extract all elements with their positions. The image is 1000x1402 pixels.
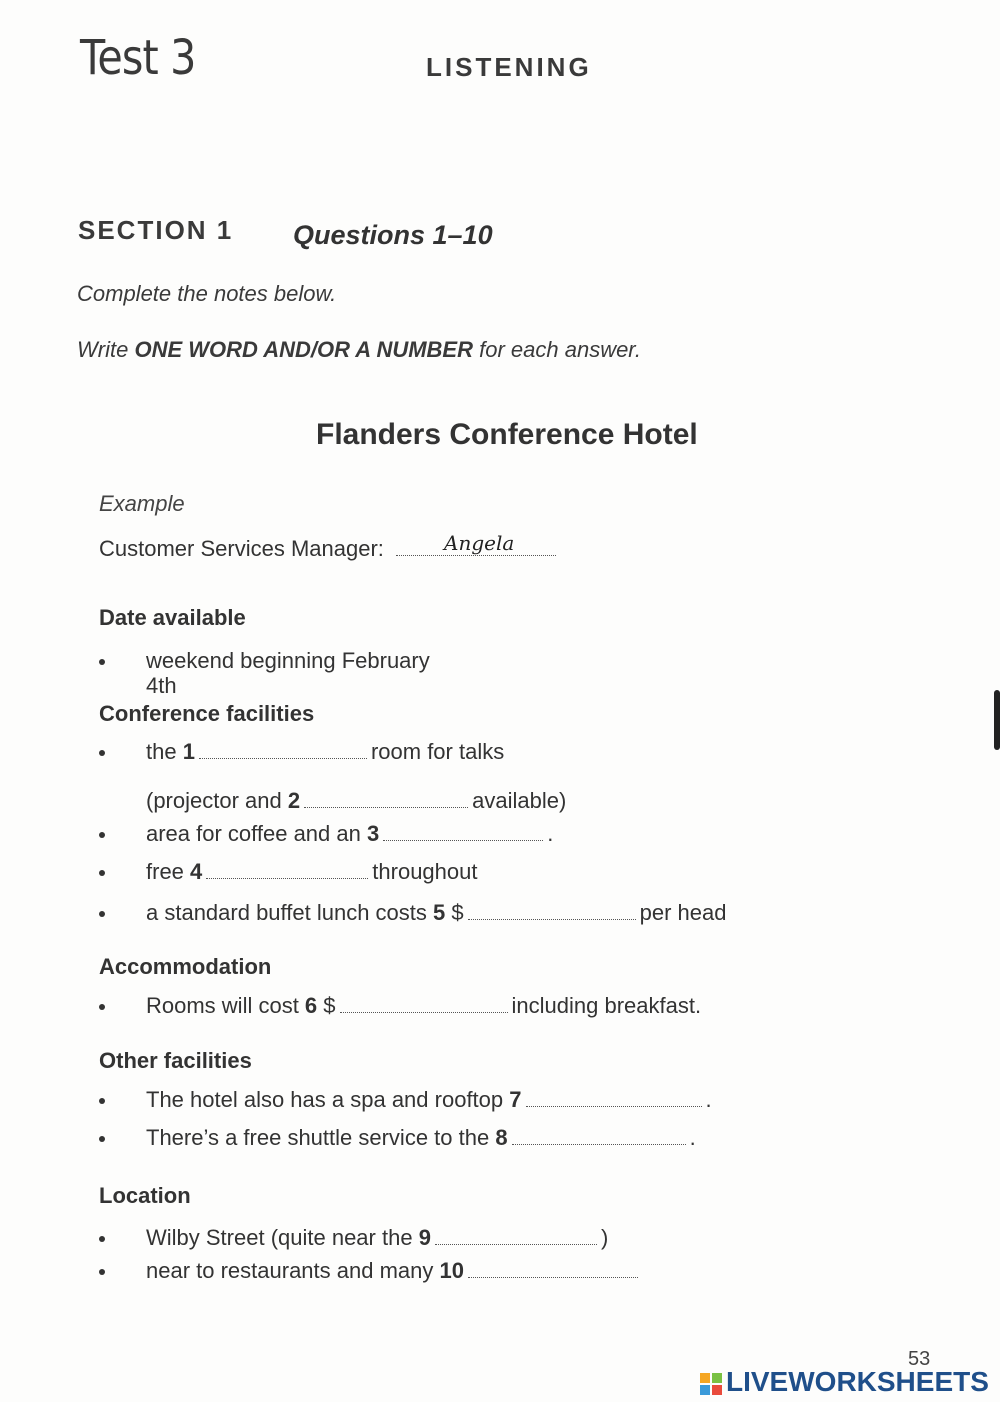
example-label: Example [99, 491, 185, 516]
bullet-icon [99, 659, 105, 665]
question-number: 9 [418, 1225, 431, 1250]
acc1-pre: Rooms will cost [146, 993, 305, 1018]
bullet-icon [99, 1004, 105, 1010]
conf2-pre: area for coffee and an [146, 821, 367, 846]
list-item: area for coffee and an 3 . [99, 821, 699, 847]
question-number: 6 [304, 993, 318, 1018]
question-number: 2 [287, 788, 301, 813]
currency-symbol: $ [451, 900, 464, 925]
conf1-post: room for talks [370, 739, 505, 764]
heading-conference-facilities: Conference facilities [99, 701, 315, 726]
bullet-icon [99, 1136, 105, 1142]
answer-blank-8[interactable] [512, 1128, 686, 1145]
bullet-icon [99, 832, 105, 838]
heading-other-facilities: Other facilities [99, 1048, 252, 1073]
instruction-complete: Complete the notes below. [77, 281, 337, 306]
conf4-post: per head [639, 900, 727, 925]
example-blank [396, 531, 556, 556]
date-item-line2: 4th [146, 673, 177, 698]
instruction-write-pre: Write [77, 337, 135, 362]
loc2-pre: near to restaurants and many [146, 1258, 440, 1283]
acc1-post: including breakfast. [511, 993, 702, 1018]
question-number: 7 [509, 1087, 522, 1112]
example-line [99, 531, 556, 562]
list-item [99, 859, 699, 885]
bullet-icon [99, 1269, 105, 1275]
answer-blank-2[interactable] [304, 791, 468, 808]
bullet-icon [99, 750, 105, 756]
liveworksheets-logo[interactable] [700, 1366, 989, 1398]
question-number: 1 [182, 739, 195, 764]
list-item [99, 900, 799, 926]
oth1-pre: The hotel also has a spa and rooftop [146, 1087, 510, 1112]
answer-blank-5[interactable] [468, 903, 636, 920]
listening-label: LISTENING [426, 52, 592, 82]
conf1b-pre: (projector and [146, 788, 288, 813]
heading-date-available: Date available [99, 605, 246, 630]
answer-blank-10[interactable] [468, 1261, 638, 1278]
bullet-icon [99, 1098, 105, 1104]
question-number: 10 [439, 1258, 464, 1283]
question-number: 4 [190, 859, 203, 884]
example-answer: Angela [444, 531, 515, 555]
loc1-post: ) [600, 1225, 609, 1250]
test-title: Test 3 [80, 30, 196, 86]
list-item [99, 1258, 799, 1284]
heading-accommodation: Accommodation [99, 954, 272, 979]
list-item-continuation [99, 788, 699, 814]
liveworksheets-logo-text: LIVEWORKSHEETS [726, 1366, 989, 1397]
questions-range: Questions 1–10 [293, 220, 493, 250]
example-text: Customer Services Manager: [99, 536, 384, 561]
conf1b-post: available) [472, 788, 567, 813]
notes-title: Flanders Conference Hotel [316, 418, 698, 451]
conf1-pre: the [146, 739, 183, 764]
bullet-icon [99, 911, 105, 917]
list-item [99, 648, 499, 698]
scan-edge-mark [994, 690, 1000, 750]
answer-blank-6[interactable] [340, 996, 508, 1013]
instruction-write-post: for each answer. [473, 337, 641, 362]
date-item-line1: weekend beginning February [146, 648, 430, 673]
section-label: SECTION 1 [78, 215, 234, 245]
answer-blank-9[interactable] [435, 1228, 597, 1245]
instruction-write [77, 337, 641, 363]
liveworksheets-logo-icon [700, 1373, 722, 1395]
oth2-pre: There’s a free shuttle service to the [146, 1125, 496, 1150]
question-number: 5 [433, 900, 446, 925]
conf3-post: throughout [372, 859, 478, 884]
list-item: The hotel also has a spa and rooftop 7 . [99, 1087, 799, 1113]
list-item [99, 1225, 799, 1251]
conf3-pre: free [146, 859, 191, 884]
bullet-icon [99, 1236, 105, 1242]
question-number: 3 [366, 821, 380, 846]
loc1-pre: Wilby Street (quite near the [146, 1225, 419, 1250]
answer-blank-4[interactable] [206, 862, 368, 879]
answer-blank-7[interactable] [526, 1090, 702, 1107]
conf4-pre: a standard buffet lunch costs [146, 900, 433, 925]
heading-location: Location [99, 1183, 191, 1208]
currency-symbol: $ [323, 993, 336, 1018]
answer-blank-1[interactable] [199, 742, 367, 759]
list-item [99, 993, 799, 1019]
instruction-write-bold: ONE WORD AND/OR A NUMBER [134, 337, 473, 362]
list-item: There’s a free shuttle service to the 8 . [99, 1125, 799, 1151]
bullet-icon [99, 870, 105, 876]
list-item [99, 739, 699, 765]
answer-blank-3[interactable] [383, 824, 543, 841]
page-number: 53 [908, 1348, 931, 1370]
question-number: 8 [495, 1125, 508, 1150]
